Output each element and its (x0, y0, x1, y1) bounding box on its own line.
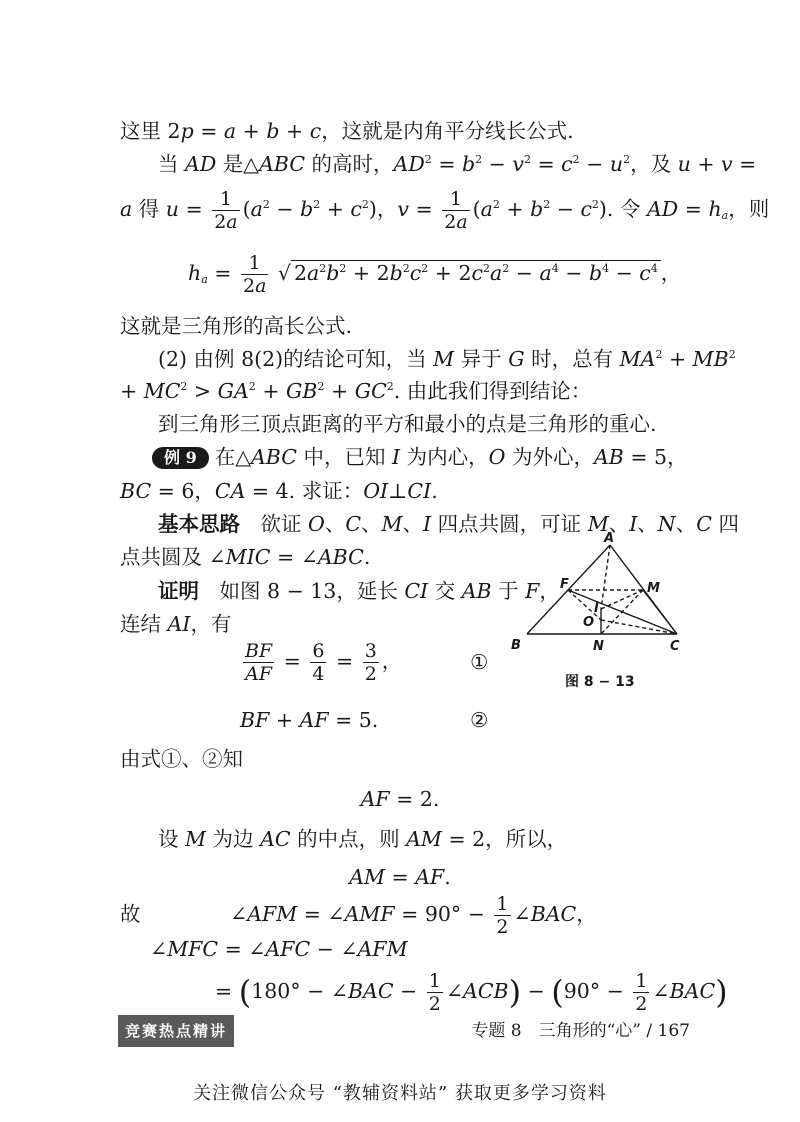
basic-idea-line: 基本思路 欲证 O、C、M、I 四点共圆，可证 M、I、N、C 四 (158, 512, 739, 536)
label-a: A (604, 531, 615, 546)
text-line-6: (2) 由例 8(2)的结论可知，当 M 异于 G 时，总有 $MA^2 + MB^2$ (158, 347, 736, 371)
text-line-7: + $MC^2 > GA^2 + GB^2 + GC^2$. 由此我们得到结论： (120, 379, 592, 403)
equation-angle-mfc-expanded: = (180° − ∠BAC − $\frac{1}{2}$ ∠ACB) − (90° − $\frac{1}{2}$ ∠BAC) (215, 970, 728, 1015)
segment-mn (601, 590, 643, 634)
text-line-3: a 得 u = $\frac{1}{2a}$ $(a^2 - b^2 + c^2)$，v = $\frac{1}{2a}$ $(a^2 + b^2 - c^2)$. 令 AD = $h_a$，则 (120, 188, 770, 233)
equation-marker-2: ② (470, 708, 489, 732)
proof-line: 证明 如图 8 − 13，延长 CI 交 AB 于 F， (158, 579, 560, 603)
text-line-14: 连结 AI，有 (120, 612, 232, 636)
segment-ai (601, 545, 610, 609)
equation-af: AF = 2. (360, 787, 440, 811)
equation-am: AM = AF. (349, 865, 451, 889)
label-o: O (583, 615, 595, 630)
footer-chapter (471, 1015, 690, 1047)
page-number: 167 (657, 1021, 690, 1041)
text-line-1: 这里 2p = a + b + c，这就是内角平分线长公式. (120, 119, 574, 143)
text-line-10: BC = 6，CA = 4. 求证：OI⊥CI. (120, 479, 438, 503)
label-n: N (593, 639, 604, 654)
label-b: B (511, 638, 521, 653)
equation-angle-afm: ∠AFM = ∠AMF = 90° − $\frac{1}{2}$ ∠BAC， (230, 893, 597, 938)
text-line-2: 当 AD 是△ABC 的高时，$AD^2 = b^2 - v^2 = c^2 - u^2$，及 u + v = (158, 152, 757, 176)
equation-marker-1: ① (470, 650, 489, 674)
basic-idea-label: 基本思路 (158, 512, 240, 536)
label-i: I (594, 601, 599, 616)
text-line-5: 这就是三角形的高长公式. (120, 314, 353, 338)
label-f: F (560, 577, 569, 592)
label-c: C (670, 639, 680, 654)
footer-series-tag: 竞赛热点精讲 (118, 1015, 234, 1047)
text-line-8: 到三角形三顶点距离的平方和最小的点是三角形的重心. (158, 412, 657, 436)
footer-separator: / (646, 1021, 653, 1041)
example-badge: 例 9 (152, 447, 209, 469)
example-9-line: 例 9 在△ABC 中，已知 I 为内心，O 为外心，AB = 5， (152, 443, 688, 471)
label-m: M (647, 581, 660, 596)
footer-chapter-title: 专题 8 三角形的“心” (471, 1021, 641, 1041)
equation-2: BF + AF = 5. (240, 708, 379, 732)
equation-angle-mfc: ∠MFC = ∠AFC − ∠AFM (150, 937, 408, 961)
therefore-label: 故 (120, 902, 141, 926)
text-line-17: 由式①、②知 (120, 747, 243, 771)
text-line-12: 点共圆及 ∠MIC = ∠ABC. (120, 545, 371, 569)
equation-1: $\frac{BF}{AF}$ = $\frac{6}{4}$ = $\frac{3}{2}$ ， (245, 640, 403, 685)
text-line-19: 设 M 为边 AC 的中点，则 AM = 2，所以， (158, 827, 568, 851)
watermark-note: 关注微信公众号 “教辅资料站” 获取更多学习资料 (193, 1083, 607, 1104)
formula-altitude: $h_a$ = $\frac{1}{2a}$ √ $2a^2b^2 + 2b^2c^2 + 2c^2a^2 - a^4 - b^4 - c^4$ ， (188, 252, 682, 297)
figure-caption: 图 8 − 13 (565, 674, 635, 690)
proof-label: 证明 (158, 579, 199, 603)
geometry-figure (505, 530, 695, 690)
